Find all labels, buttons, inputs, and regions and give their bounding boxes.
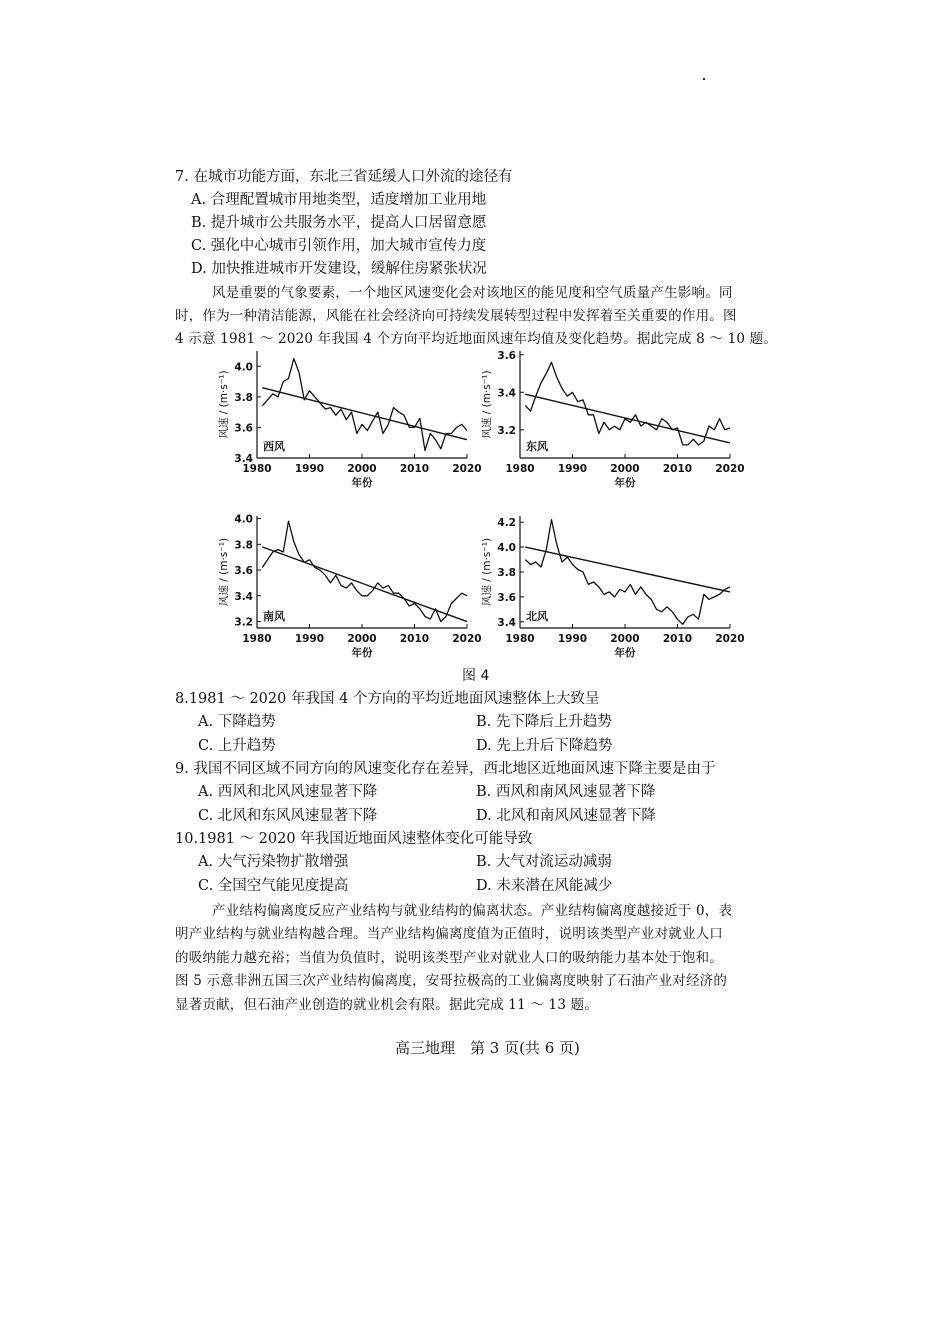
trend-line [262,388,467,440]
x-tick-label: 2020 [452,633,482,645]
intro2-line-4: 图 5 示意非洲五国三次产业结构偏离度，安哥拉极高的工业偏离度映射了石油产业对经济的 [175,973,728,989]
page-footer: 高三地理 第 3 页(共 6 页) [395,1039,580,1057]
y-tick-label: 3.6 [234,565,253,578]
x-tick-label: 2000 [610,463,640,475]
x-tick-label: 1990 [557,633,588,645]
series-line [525,520,730,625]
intro2-line-5: 显著贡献，但石油产业创造的就业机会有限。据此完成 11 ～ 13 题。 [175,997,599,1013]
chart-north [468,510,745,660]
x-axis-label: 年份 [351,647,373,659]
x-tick-label: 1980 [242,463,272,475]
y-tick-label: 3.6 [497,591,516,604]
q9-option-b: B. 西风和南风风速显著下降 [476,784,656,800]
q10-option-d: D. 未来潜在风能减少 [476,878,613,894]
intro1-line-2: 时，作为一种清洁能源，风能在社会经济向可持续发展转型过程中发挥着至关重要的作用。图 [175,308,737,324]
y-tick-label: 4.0 [234,361,253,374]
y-tick-label: 3.8 [234,539,253,552]
chart-east [468,345,745,490]
x-tick-label: 1990 [294,633,325,645]
x-tick-label: 2020 [452,463,482,475]
series-name-label: 南风 [263,610,285,623]
y-tick-label: 4.0 [234,513,253,526]
trend-line [525,547,730,592]
q9-option-d: D. 北风和南风风速显著下降 [476,808,656,824]
series-name-label: 北风 [526,610,548,623]
intro2-line-2: 明产业结构与就业结构越合理。当产业结构偏离度值为正值时，说明该类型产业对就业人口 [175,926,723,942]
q8-option-b: B. 先下降后上升趋势 [476,714,612,730]
q8-option-a: A. 下降趋势 [198,714,276,730]
y-tick-label: 3.4 [497,616,516,629]
y-tick-label: 4.2 [497,517,516,530]
q8-option-c: C. 上升趋势 [198,738,276,754]
chart-west [205,345,482,490]
chart-svg-2 [205,510,482,660]
y-tick-label: 3.8 [497,567,516,579]
x-tick-label: 2000 [610,633,640,645]
series-line [262,521,467,622]
x-tick-label: 1980 [505,463,535,475]
x-axis-label: 年份 [614,647,636,659]
q10-option-c: C. 全国空气能见度提高 [198,878,349,894]
y-axis-label: 风速 / (m·s⁻¹) [218,370,230,439]
intro2-line-1: 产业结构偏离度反应产业结构与就业结构的偏离状态。产业结构偏离度越接近于 0，表 [212,903,733,919]
y-tick-label: 3.4 [234,453,253,465]
q9-option-a: A. 西风和北风风速显著下降 [198,784,378,800]
y-tick-label: 3.4 [497,387,516,400]
q8-stem: 8.1981 ～ 2020 年我国 4 个方向的平均近地面风速整体上大致呈 [175,691,600,707]
chart-svg-1 [468,345,745,490]
q10-option-a: A. 大气污染物扩散增强 [198,854,349,870]
series-name-label: 西风 [263,440,285,453]
y-tick-label: 3.2 [234,616,253,629]
q10-stem: 10.1981 ～ 2020 年我国近地面风速整体变化可能导致 [175,831,533,847]
x-axis-label: 年份 [614,477,636,489]
y-axis-label: 风速 / (m·s⁻¹) [218,537,230,607]
figure-caption: 图 4 [462,668,490,684]
y-tick-label: 3.8 [234,391,253,404]
x-tick-label: 2010 [399,633,430,645]
series-line [525,362,730,445]
x-tick-label: 1980 [505,633,535,645]
x-axis-label: 年份 [351,477,373,489]
x-tick-label: 2020 [715,463,745,475]
q7-option-c: C. 强化中心城市引领作用，加大城市宣传力度 [191,238,487,254]
x-tick-label: 2000 [347,633,377,645]
q8-option-d: D. 先上升后下降趋势 [476,738,613,754]
series-name-label: 东风 [526,440,548,453]
q7-option-b: B. 提升城市公共服务水平，提高人口居留意愿 [191,215,487,231]
y-tick-label: 3.6 [234,422,253,435]
q10-option-b: B. 大气对流运动减弱 [476,854,612,870]
trend-line [525,394,730,443]
y-tick-label: 4.0 [497,542,516,555]
x-tick-label: 1980 [242,633,272,645]
q7-option-a: A. 合理配置城市用地类型，适度增加工业用地 [191,192,487,208]
chart-south [205,510,482,660]
x-tick-label: 2010 [662,633,693,645]
speck [703,78,705,80]
q9-option-c: C. 北风和东风风速显著下降 [198,808,378,824]
series-line [262,359,467,451]
y-tick-label: 3.6 [497,349,516,362]
q7-option-d: D. 加快推进城市开发建设，缓解住房紧张状况 [191,261,487,277]
x-tick-label: 2000 [347,463,377,475]
intro1-line-3: 4 示意 1981 ～ 2020 年我国 4 个方向平均近地面风速年均值及变化趋势。据此完成 8 ～ 10 题。 [175,331,778,347]
y-axis-label: 风速 / (m·s⁻¹) [481,370,493,439]
intro1-line-1: 风是重要的气象要素，一个地区风速变化会对该地区的能见度和空气质量产生影响。同 [212,285,733,301]
intro2-line-3: 的吸纳能力越充裕；当值为负值时，说明该类型产业对就业人口的吸纳能力基本处于饱和。 [175,950,723,966]
trend-line [262,547,467,622]
y-axis-label: 风速 / (m·s⁻¹) [481,537,493,607]
y-tick-label: 3.4 [234,590,253,603]
x-tick-label: 2010 [399,463,430,475]
q9-stem: 9. 我国不同区域不同方向的风速变化存在差异，西北地区近地面风速下降主要是由于 [175,761,716,777]
chart-svg-0 [205,345,482,490]
y-tick-label: 3.2 [497,424,516,437]
x-tick-label: 2020 [715,633,745,645]
q7-stem: 7. 在城市功能方面，东北三省延缓人口外流的途径有 [175,169,513,185]
x-tick-label: 1990 [294,463,325,475]
x-tick-label: 2010 [662,463,693,475]
chart-svg-3 [468,510,745,660]
x-tick-label: 1990 [557,463,588,475]
